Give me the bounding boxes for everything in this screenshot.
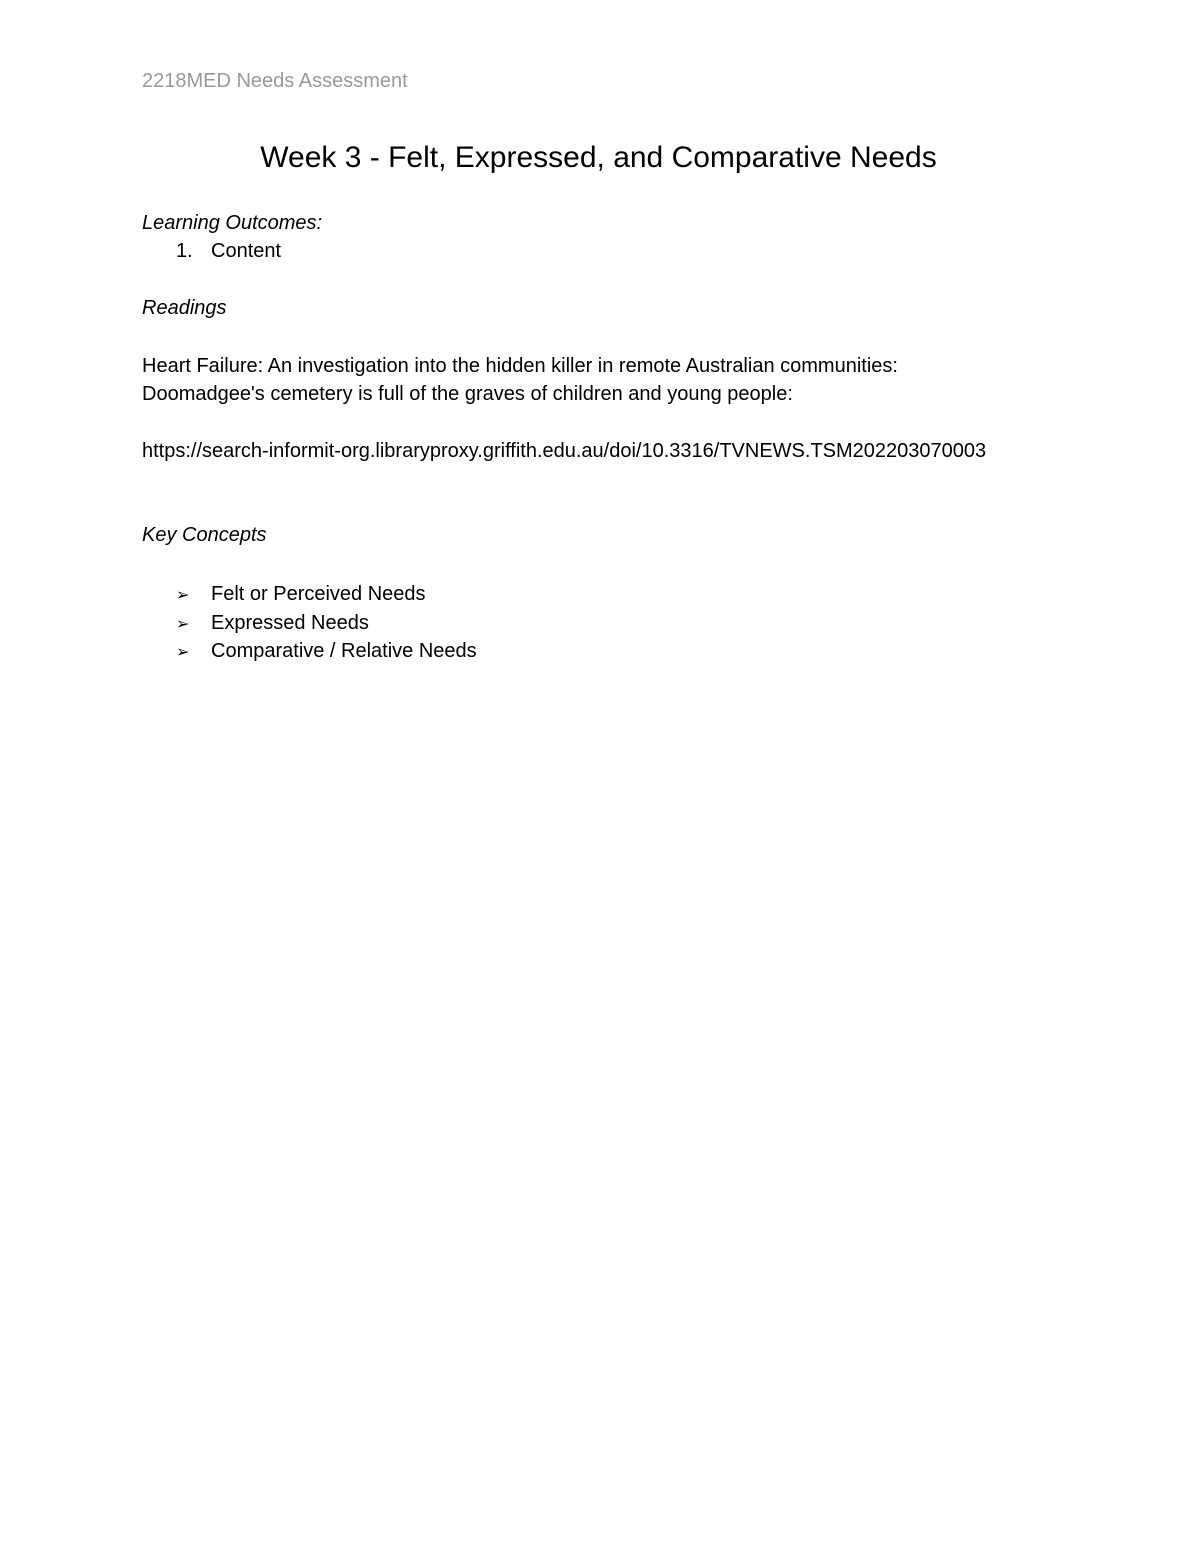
readings-heading: Readings	[142, 297, 227, 319]
list-number: 1.	[176, 240, 193, 262]
concept-text: Felt or Perceived Needs	[211, 583, 426, 605]
arrowhead-bullet-icon: ➢	[176, 587, 190, 604]
learning-outcomes-heading: Learning Outcomes:	[142, 212, 323, 234]
page-title: Week 3 - Felt, Expressed, and Comparative Needs	[260, 141, 937, 174]
arrowhead-bullet-icon: ➢	[176, 644, 190, 661]
key-concepts-list	[176, 582, 477, 668]
reading-title-line: Heart Failure: An investigation into the hidden killer in remote Australian communities:	[142, 355, 898, 377]
learning-outcome-text: Content	[211, 240, 282, 262]
list-item	[176, 611, 477, 640]
arrowhead-bullet-icon: ➢	[176, 615, 190, 633]
concept-text: Expressed Needs	[211, 611, 369, 634]
list-item	[176, 639, 477, 668]
page-header: 2218MED Needs Assessment	[142, 70, 408, 92]
concept-text: Comparative / Relative Needs	[211, 640, 477, 662]
learning-outcome-item	[176, 240, 281, 263]
list-item	[176, 582, 477, 611]
reading-url[interactable]: https://search-informit-org.libraryproxy.griffith.edu.au/doi/10.3316/TVNEWS.TSM202203070003	[142, 440, 987, 462]
key-concepts-heading: Key Concepts	[142, 524, 267, 546]
reading-subtitle-line: Doomadgee's cemetery is full of the graves of children and young people:	[142, 383, 793, 405]
